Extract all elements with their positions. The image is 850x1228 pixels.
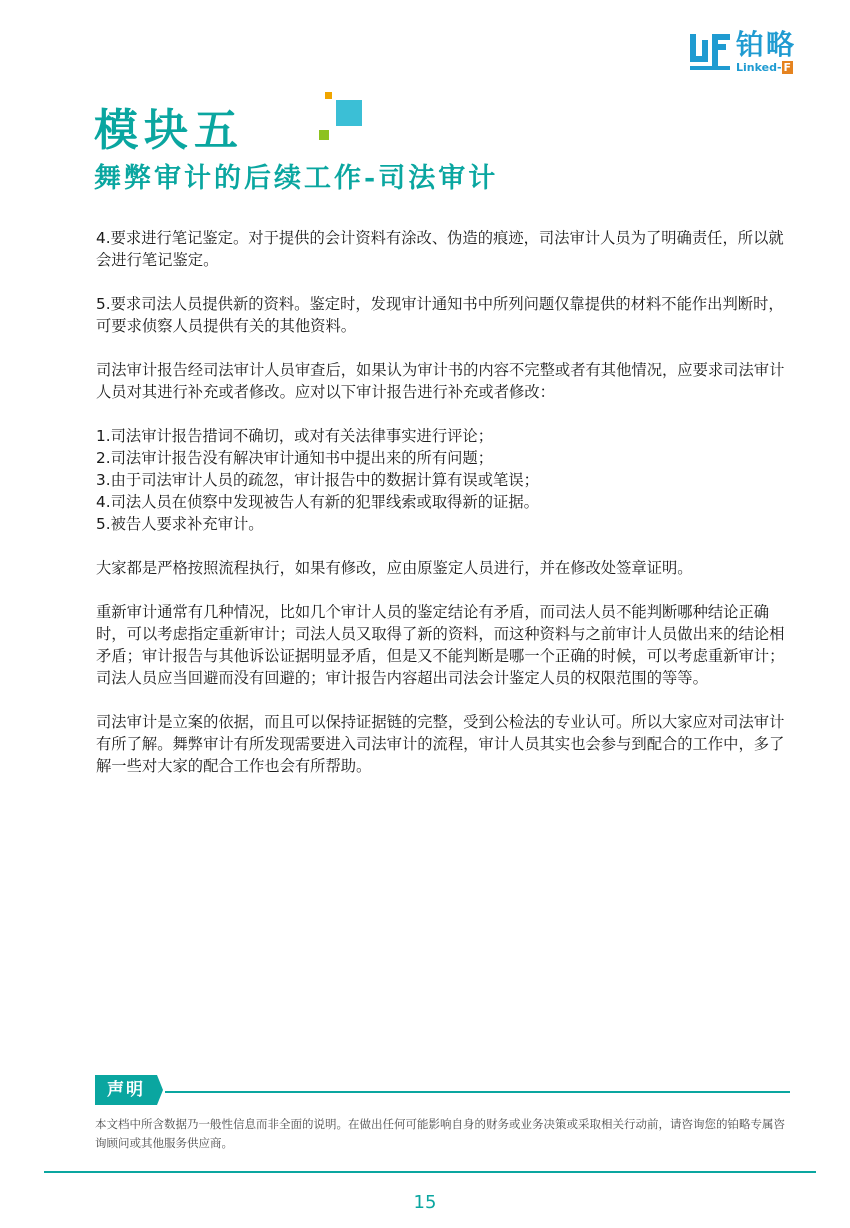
paragraph: 司法审计报告经司法审计人员审查后，如果认为审计书的内容不完整或者有其他情况，应要求司法审计人员对其进行补充或者修改。应对以下审计报告进行补充或者修改： <box>96 361 785 401</box>
list-item: 5.被告人要求补充审计。 <box>96 515 264 533</box>
disclaimer-divider <box>165 1091 790 1093</box>
brand-logo <box>690 30 810 76</box>
body-content <box>96 227 786 799</box>
page-number: 15 <box>413 1192 437 1213</box>
list-item: 3.由于司法审计人员的疏忽，审计报告中的数据计算有误或笔误； <box>96 471 539 489</box>
logo-sub-accent: F <box>783 61 792 74</box>
disclaimer-text: 本文档中所含数据乃一般性信息而非全面的说明。在做出任何可能影响自身的财务或业务决策或采取相关行动前，请咨询您的铂略专属咨询顾问或其他服务供应商。 <box>95 1117 785 1150</box>
linked-f-logo-icon <box>690 30 730 74</box>
module-subtitle: 舞弊审计的后续工作-司法审计 <box>94 163 499 194</box>
disclaimer-label: 声明 <box>95 1075 157 1105</box>
logo-subtitle <box>736 62 793 74</box>
revision-list <box>96 425 786 535</box>
decor-square-yellow <box>325 92 332 99</box>
paragraph: 司法审计是立案的依据，而且可以保持证据链的完整，受到公检法的专业认可。所以大家应对司法审计有所了解。舞弊审计有所发现需要进入司法审计的流程，审计人员其实也会参与到配合的工作中，多了解一些对大家的配合工作也会有所帮助。 <box>96 713 785 775</box>
module-title: 模块五 <box>94 105 244 156</box>
logo-name: 铂略 <box>736 28 797 61</box>
paragraph: 5.要求司法人员提供新的资料。鉴定时，发现审计通知书中所列问题仅靠提供的材料不能作出判断时，可要求侦察人员提供有关的其他资料。 <box>96 295 784 335</box>
list-item: 2.司法审计报告没有解决审计通知书中提出来的所有问题； <box>96 449 494 467</box>
decor-square-green <box>319 130 329 140</box>
footer-divider <box>44 1171 816 1173</box>
decor-square-cyan <box>336 100 362 126</box>
paragraph: 4.要求进行笔记鉴定。对于提供的会计资料有涂改、伪造的痕迹，司法审计人员为了明确责任，所以就会进行笔记鉴定。 <box>96 229 784 269</box>
list-item: 1.司法审计报告措词不确切，或对有关法律事实进行评论； <box>96 427 494 445</box>
logo-sub-main: Linked- <box>736 61 782 74</box>
paragraph: 重新审计通常有几种情况，比如几个审计人员的鉴定结论有矛盾，而司法人员不能判断哪种结论正确时，可以考虑指定重新审计；司法人员又取得了新的资料，而这种资料与之前审计人员做出来的结论相矛盾；审计报告与其他诉讼证据明显矛盾，但是又不能判断是哪一个正确的时候，可以考虑重新审计；司法人员应当回避而没有回避的；审计报告内容超出司法会计鉴定人员的权限范围的等等。 <box>96 603 785 687</box>
paragraph: 大家都是严格按照流程执行，如果有修改，应由原鉴定人员进行，并在修改处签章证明。 <box>96 559 693 577</box>
list-item: 4.司法人员在侦察中发现被告人有新的犯罪线索或取得新的证据。 <box>96 493 539 511</box>
